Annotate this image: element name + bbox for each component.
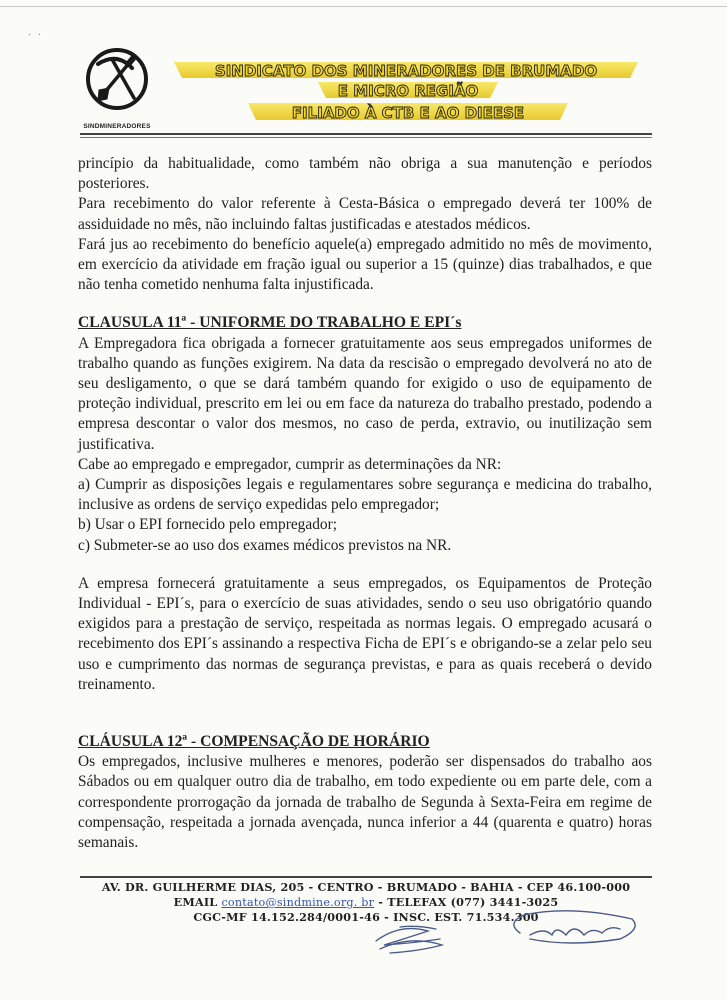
clause-12-title: CLÁUSULA 12ª - COMPENSAÇÃO DE HORÁRIO <box>78 733 430 751</box>
page-top-edge <box>0 6 727 7</box>
union-logo <box>80 46 154 126</box>
union-region: E MICRO REGIÃO <box>337 82 479 100</box>
footer-registry: CGC-MF 14.152.284/0001-46 - INSC. EST. 71.534.300 <box>193 910 539 924</box>
document-body <box>78 154 652 853</box>
header-divider-thin <box>80 137 652 138</box>
header-divider <box>80 133 652 135</box>
clause-11-item-a: a) Cumprir as disposições legais e regulamentares sobre segurança e medicina do trabalho, inclusive as ordens de serviço expedidas pelo empregador; <box>78 476 652 514</box>
intro-paragraph-2: Para recebimento do valor referente à Cesta-Básica o empregado deverá ter 100% de assiduidade no mês, não incluindo faltas justificadas e atestados médicos. <box>78 195 652 233</box>
signature-left <box>376 926 442 953</box>
footer-email-label: EMAIL <box>173 895 218 909</box>
union-name: SINDICATO DOS MINERADORES DE BRUMADO <box>214 62 598 80</box>
intro-paragraph-3: Fará jus ao recebimento do benefício aquele(a) empregado admitido no mês de movimento, em exercício da atividade em fração igual ou superior a 15 (quinze) dias trabalhados, e que não tenha cometido nenhuma falta injustificada. <box>78 235 652 294</box>
union-banner <box>168 60 644 136</box>
footer-divider <box>80 876 652 878</box>
signature-right <box>514 911 635 943</box>
clause-11-item-b: b) Usar o EPI fornecido pelo empregador; <box>78 516 337 534</box>
intro-paragraph-1: princípio da habitualidade, como também não obriga a sua manutenção e períodos posteriores. <box>78 155 652 193</box>
clause-11-item-c: c) Submeter-se ao uso dos exames médicos previstos na NR. <box>78 536 452 554</box>
clause-11-nr-intro: Cabe ao empregado e empregador, cumprir as determinações da NR: <box>78 455 502 473</box>
scan-speck: · · <box>28 30 44 41</box>
clause-11-title: CLAUSULA 11ª - UNIFORME DO TRABALHO E EPI´s <box>78 314 462 332</box>
union-affiliation: FILIADO À CTB E AO DIEESE <box>291 104 525 122</box>
footer-email-link[interactable]: contato@sindmine.org. br <box>221 896 375 909</box>
footer-address: AV. DR. GUILHERME DIAS, 205 - CENTRO - BRUMADO - BAHIA - CEP 46.100-000 <box>101 880 631 894</box>
handwritten-signatures <box>370 905 640 965</box>
logo-caption: SINDMINERADORES <box>83 123 151 130</box>
clause-12-paragraph: Os empregados, inclusive mulheres e menores, poderão ser dispensados do trabalho aos Sábados ou em qualquer outro dia de trabalho, em todo expediente ou em parte dele, com a correspondente prorrogação da jornada de trabalho de Segunda à Sexta-Feira em regime de compensação, respeitada a jornada avençada, nunca inferior a 44 (quarenta e quatro) horas semanais. <box>78 753 652 852</box>
clause-11-paragraph: A Empregadora fica obrigada a fornecer gratuitamente aos seus empregados uniformes de trabalho quando as funções exigirem. Na data da rescisão o empregado devolverá no ato de seu desligamento, o que se dará também quando for exigido o uso de equipamento de proteção individual, prescrito em lei ou em face da natureza do trabalho prestado, podendo a empresa descontar o valor dos mesmos, no caso de perda, extravio, ou inutilização sem justificativa. <box>78 334 652 453</box>
clause-11-epi-paragraph: A empresa fornecerá gratuitamente a seus empregados, os Equipamentos de Proteção Individual - EPI´s, para o exercício de suas atividades, sendo o seu uso obrigatório quando exigidos para a prestação de serviço, respeitada as normas legais. O empregado acusará o recebimento dos EPI´s assinando a respectiva Ficha de EPI´s e obrigando-se a zelar pelo seu uso e cumprimento das normas de segurança previstas, e para as quais receberá o devido treinamento. <box>78 574 652 693</box>
letterhead <box>0 46 727 141</box>
footer-phone: - TELEFAX (077) 3441-3025 <box>378 895 559 909</box>
